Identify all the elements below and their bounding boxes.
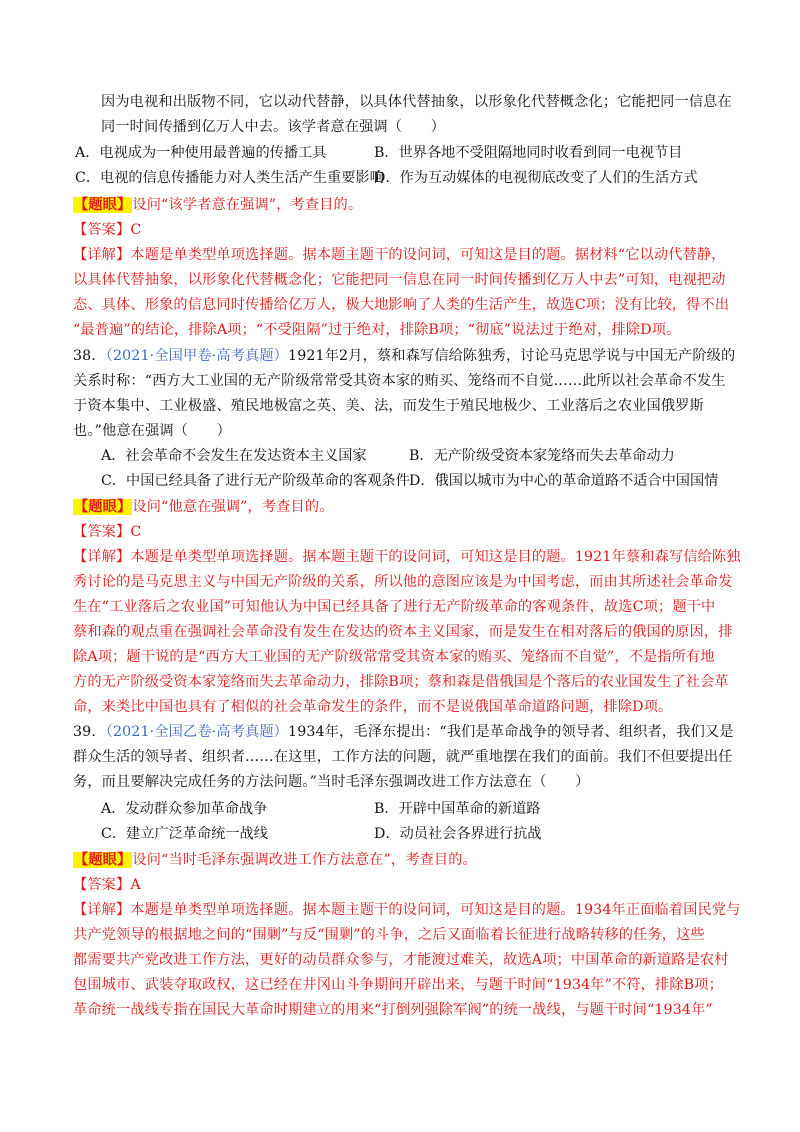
q37-tag-line	[73, 193, 362, 217]
q38-detail-line-6: 方的无产阶级受资本家笼络而失去革命动力，排除B项；蔡和森是借俄国是个落后的农业国发生了社会革	[73, 674, 729, 690]
q37-detail-line-3: 态、具体、形象的信息同时传播给亿万人，极大地影响了人类的生活产生，故选C项；没有比较，得不出	[73, 297, 730, 313]
q37-detail-label: 【详解】	[73, 247, 131, 263]
q38-detail-label: 【详解】	[73, 549, 131, 565]
q39-number: 39．	[73, 724, 106, 740]
q37-option-c: C．电视的信息传播能力对人类生活产生重要影响	[75, 170, 384, 186]
q39-detail-text-1: 本题是单类型单项选择题。据本题主题干的设问词，可知这是目的题。1934年正面临着国民党与	[130, 902, 741, 918]
q38-answer-label: 【答案】	[73, 524, 131, 540]
q38-stem-text-1: 1921年2月，蔡和森写信给陈独秀，讨论马克思学说与中国无产阶级的	[288, 348, 736, 364]
q37-stem-line-1: 因为电视和出版物不同，它以动代替静，以具体代替抽象，以形象化代替概念化；它能把同一信息在	[101, 94, 732, 110]
q38-stem-line-4: 也。”他意在强调（ ）	[73, 423, 232, 439]
q39-stem-line-3: 务，而且要解决完成任务的方法问题。”当时毛泽东强调改进工作方法意在（ ）	[73, 774, 590, 790]
q38-detail-line-4: 蔡和森的观点重在强调社会革命没有发生在发达的资本主义国家，而是发生在相对落后的俄国的原因，排	[73, 624, 733, 640]
q38-option-c: C．中国已经具备了进行无产阶级革命的客观条件	[101, 473, 410, 489]
q39-source: （2021·全国乙卷·高考真题）	[105, 724, 289, 740]
q39-option-b: B．开辟中国革命的新道路	[374, 801, 541, 817]
q38-detail-line-2: 秀讨论的是马克思主义与中国无产阶级的关系，所以他的意图应该是为中国考虑，而由其所述社会革命发	[73, 574, 733, 590]
q37-option-b: B．世界各地不受阻隔地同时收看到同一电视节目	[374, 145, 683, 161]
q38-tag-label: 【题眼】	[74, 499, 132, 515]
q37-answer-label: 【答案】	[73, 222, 131, 238]
q39-tag-line	[73, 848, 477, 872]
q37-stem-line-2: 同一时间传播到亿万人中去。该学者意在强调（ ）	[101, 119, 446, 135]
q38-answer-value: C	[130, 524, 142, 540]
q37-option-a: A．电视成为一种使用最普遍的传播工具	[75, 145, 327, 161]
q38-number: 38．	[73, 348, 106, 364]
q37-detail-line-2: 以具体代替抽象，以形象化代替概念化；它能把同一信息在同一时间传播到亿万人中去”可知，电视把动	[73, 272, 726, 288]
q37-tag-label: 【题眼】	[74, 197, 132, 213]
q38-detail-line-5: 除A项；题干说的是“西方大工业国的无产阶级常常受其资本家的贿买、笼络而不自觉”，不是指所有地	[73, 649, 715, 665]
q38-detail-line-7: 命，来类比中国也具有了相似的社会革命发生的条件，而不是说俄国革命道路问题，排除D项。	[73, 699, 673, 715]
q38-option-b: B．无产阶级受资本家笼络而失去革命动力	[409, 448, 675, 464]
q39-detail-line-2: 共产党领导的根据地之间的“围剿”与反“围剿”的斗争，之后又面临着长征进行战略转移的任务，这些	[73, 927, 705, 943]
q39-stem-line-1	[73, 720, 734, 744]
q39-option-a: A．发动群众参加革命战争	[101, 801, 268, 817]
q39-stem-line-2: 群众生活的领导者、组织者……在这里，工作方法的问题，就严重地摆在我们的面前。我们不但要提出任	[73, 749, 733, 765]
q37-tag-text: 设问“该学者意在强调”，考查目的。	[132, 197, 363, 213]
q37-detail-line-4: “最普遍”的结论，排除A项；“不受阻隔”过于绝对，排除B项；“彻底”说法过于绝对，排除D项。	[73, 322, 681, 338]
q39-stem-text-1: 1934年，毛泽东提出：“我们是革命战争的领导者、组织者，我们又是	[288, 724, 734, 740]
q39-answer-line	[73, 873, 141, 897]
q38-detail-line-1	[73, 545, 741, 569]
q38-stem-line-1	[73, 344, 735, 368]
q38-option-a: A．社会革命不会发生在发达资本主义国家	[101, 448, 367, 464]
q38-option-d: D．俄国以城市为中心的革命道路不适合中国国情	[409, 473, 719, 489]
q39-detail-line-3: 都需要共产党改进工作方法，更好的动员群众参与，才能渡过难关，故选A项；中国革命的新道路是农村	[73, 952, 729, 968]
q38-detail-line-3: 生在“工业落后之农业国”可知他认为中国已经具备了进行无产阶级革命的客观条件，故选C项；题干中	[73, 599, 716, 615]
q37-detail-text-1: 本题是单类型单项选择题。据本题主题干的设问词，可知这是目的题。据材料“它以动代替静，	[130, 247, 726, 263]
q37-detail-line-1	[73, 243, 726, 267]
q38-tag-text: 设问“他意在强调”，考查目的。	[132, 499, 334, 515]
q37-answer-line	[73, 218, 141, 242]
q37-option-d: D．作为互动媒体的电视彻底改变了人们的生活方式	[374, 170, 698, 186]
q39-option-c: C．建立广泛革命统一战线	[101, 826, 268, 842]
q39-tag-text: 设问“当时毛泽东强调改进工作方法意在”，考查目的。	[132, 852, 477, 868]
q38-tag-line	[73, 495, 334, 519]
q39-detail-label: 【详解】	[73, 902, 131, 918]
q39-tag-label: 【题眼】	[74, 852, 132, 868]
q38-stem-line-3: 于资本集中、工业极盛、殖民地极富之英、美、法，而发生于殖民地极少、工业落后之农业国俄罗斯	[73, 398, 704, 414]
q39-detail-line-1	[73, 898, 741, 922]
q38-answer-line	[73, 520, 141, 544]
q39-answer-value: A	[130, 877, 141, 893]
q39-detail-line-4: 包围城市、武装夺取政权，这已经在井冈山斗争期间开辟出来，与题干时间“1934年”不符，排除B项；	[73, 977, 723, 993]
q39-detail-line-5: 革命统一战线专指在国民大革命时期建立的用来“打倒列强除军阀”的统一战线，与题干时间“1934年”	[73, 1002, 713, 1018]
q38-detail-text-1: 本题是单类型单项选择题。据本题主题干的设问词，可知这是目的题。1921年蔡和森写信给陈独	[130, 549, 741, 565]
q38-source: （2021·全国甲卷·高考真题）	[105, 348, 289, 364]
q37-answer-value: C	[130, 222, 142, 238]
q39-option-d: D．动员社会各界进行抗战	[374, 826, 542, 842]
q39-answer-label: 【答案】	[73, 877, 131, 893]
q38-stem-line-2: 关系时称：“西方大工业国的无产阶级常常受其资本家的贿买、笼络而不自觉……此所以社会革命不发生	[73, 373, 726, 389]
